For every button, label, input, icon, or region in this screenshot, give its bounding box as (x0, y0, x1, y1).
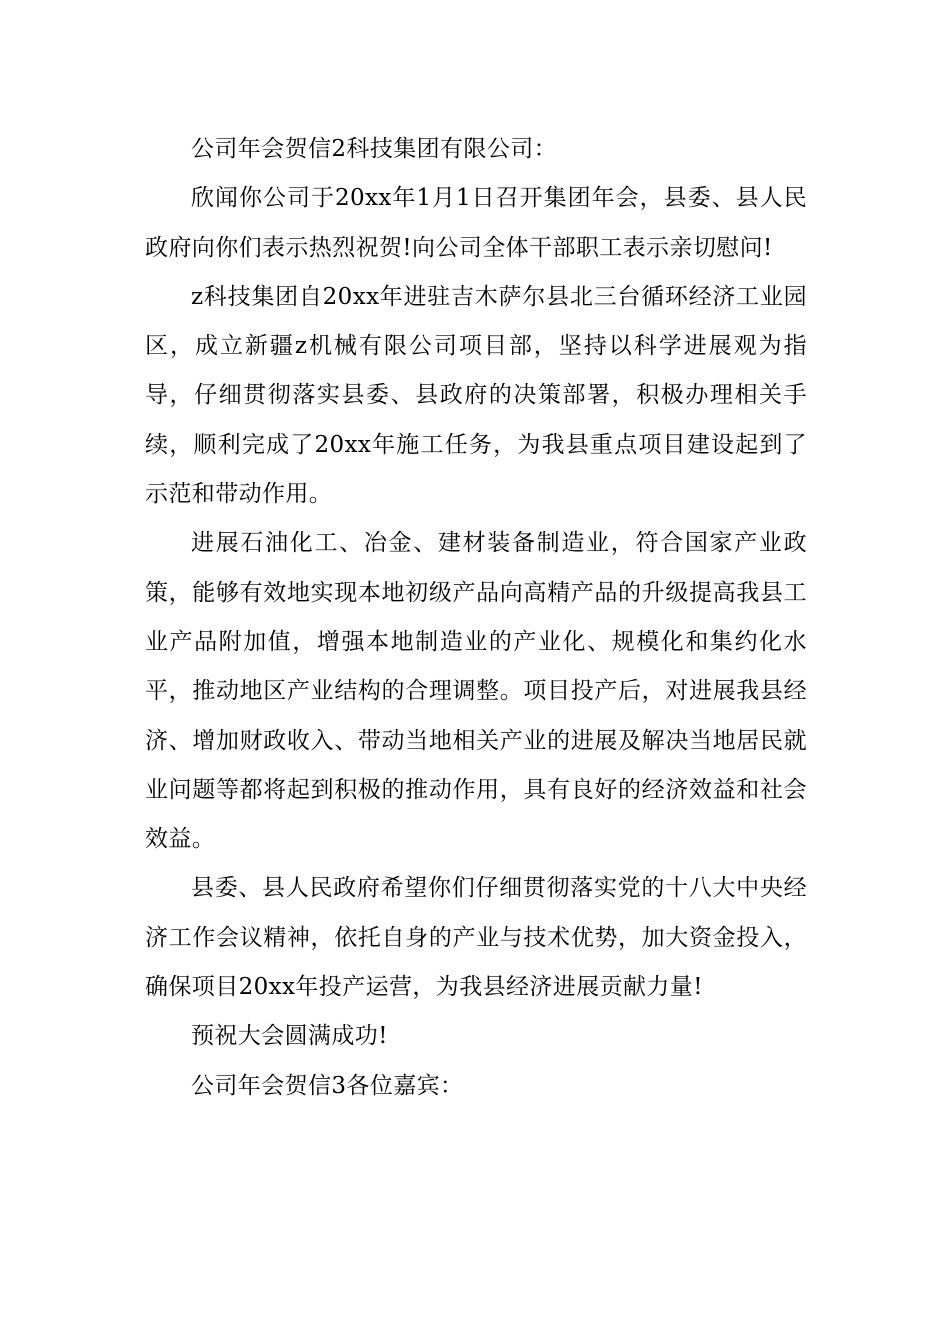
paragraph-industry-development: 进展石油化工、冶金、建材装备制造业，符合国家产业政策，能够有效地实现本地初级产品向高精产品的升级提高我县工业产品附加值，增强本地制造业的产业化、规模化和集约化水平，推动地区产业结构的合理调整。项目投产后，对进展我县经济、增加财政收入、带动当地相关产业的进展及解决当地居民就业问题等都将起到积极的推动作用，具有良好的经济效益和社会效益。 (145, 530, 807, 853)
paragraph-heading-letter-2: 公司年会贺信2科技集团有限公司： (191, 136, 558, 162)
paragraph-government-hope: 县委、县人民政府希望你们仔细贯彻落实党的十八大中央经济工作会议精神，依托自身的产业与技术优势，加大资金投入，确保项目20xx年投产运营，为我县经济进展贡献力量! (145, 875, 807, 1001)
document-body (145, 125, 807, 1111)
paragraph-wish-success: 预祝大会圆满成功! (191, 1023, 388, 1050)
paragraph-group-history: z科技集团自20xx年进驻吉木萨尔县北三台循环经济工业园区，成立新疆z机械有限公司项目部，坚持以科学进展观为指导，仔细贯彻落实县委、县政府的决策部署，积极办理相关手续，顺利完成了20xx年施工任务，为我县重点项目建设起到了示范和带动作用。 (145, 283, 807, 508)
paragraph-greeting: 欣闻你公司于20xx年1月1日召开集团年会，县委、县人民政府向你们表示热烈祝贺!向公司全体干部职工表示亲切慰问! (145, 185, 807, 261)
paragraph-heading-letter-3: 公司年会贺信3各位嘉宾： (191, 1072, 464, 1099)
